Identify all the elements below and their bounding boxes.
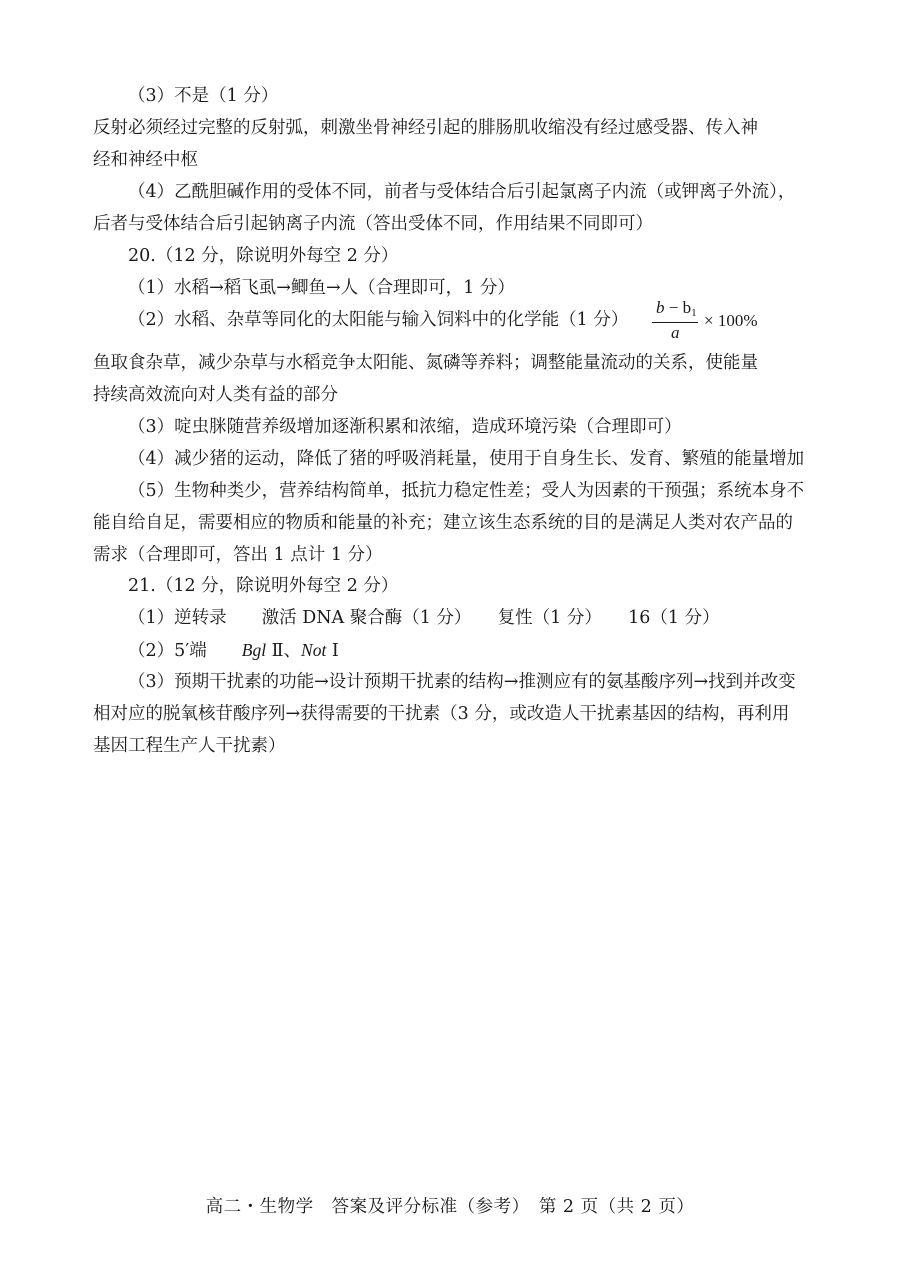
- answer-20-3: （3）啶虫脒随营养级增加逐渐积累和浓缩，造成环境污染（合理即可）: [128, 417, 682, 437]
- page-footer: 高二・生物学 答案及评分标准（参考） 第 2 页（共 2 页）: [205, 1197, 695, 1217]
- answer-20-5-line2: 能自给自足，需要相应的物质和能量的补充；建立该生态系统的目的是满足人类对农产品的: [93, 513, 793, 533]
- answer-20-5-line3: 需求（合理即可，答出 1 点计 1 分）: [93, 545, 383, 565]
- answer-20-2-explanation-line2: 持续高效流向对人类有益的部分: [93, 385, 338, 405]
- answer-21-1: （1）逆转录 激活 DNA 聚合酶（1 分） 复性（1 分） 16（1 分）: [128, 608, 720, 628]
- answer-20-4: （4）减少猪的运动，降低了猪的呼吸消耗量，使用于自身生长、发育、繁殖的能量增加: [128, 449, 805, 469]
- answer-20-2: （2）水稻、杂草等同化的太阳能与输入饲料中的化学能（1 分）: [128, 310, 629, 330]
- answer-19-4-line1: （4）乙酰胆碱作用的受体不同，前者与受体结合后引起氯离子内流（或钾离子外流），: [128, 182, 796, 202]
- answer-21-3-line2: 相对应的脱氧核苷酸序列→获得需要的干扰素（3 分，或改造人干扰素基因的结构，再利用: [93, 704, 790, 724]
- answer-20-5-line1: （5）生物种类少，营养结构简单，抵抗力稳定性差；受人为因素的干预强；系统本身不: [128, 481, 805, 501]
- formula-numerator: $b - b_1$: [656, 298, 697, 319]
- enzyme-bgl: Bgl: [241, 640, 267, 660]
- question-20-heading: 20.（12 分，除说明外每空 2 分）: [128, 246, 399, 266]
- question-21-heading: 21.（12 分，除说明外每空 2 分）: [128, 576, 399, 596]
- answer-20-1: （1）水稻→稻飞虱→鲫鱼→人（合理即可，1 分）: [128, 278, 515, 298]
- answer-19-4-line2: 后者与受体结合后引起钠离子内流（答出受体不同，作用结果不同即可）: [93, 214, 653, 234]
- answer-19-3-label: （3）不是（1 分）: [128, 86, 279, 106]
- enzyme-not: Not: [301, 640, 327, 660]
- answer-21-2: （2）5′端 Bgl Ⅱ、Not Ⅰ: [128, 640, 339, 661]
- answer-21-3-line1: （3）预期干扰素的功能→设计预期干扰素的结构→推测应有的氨基酸序列→找到并改变: [128, 672, 796, 692]
- answer-21-3-line3: 基因工程生产人干扰素）: [93, 736, 286, 756]
- formula-denominator: a: [671, 323, 680, 342]
- formula-multiplier: × 100%: [704, 311, 758, 330]
- answer-20-2-explanation-line1: 鱼取食杂草，减少杂草与水稻竞争太阳能、氮磷等养料；调整能量流动的关系，使能量: [93, 353, 758, 373]
- answer-19-3-explanation-line2: 经和神经中枢: [93, 150, 198, 170]
- answer-19-3-explanation-line1: 反射必须经过完整的反射弧，刺激坐骨神经引起的腓肠肌收缩没有经过感受器、传入神: [93, 118, 758, 138]
